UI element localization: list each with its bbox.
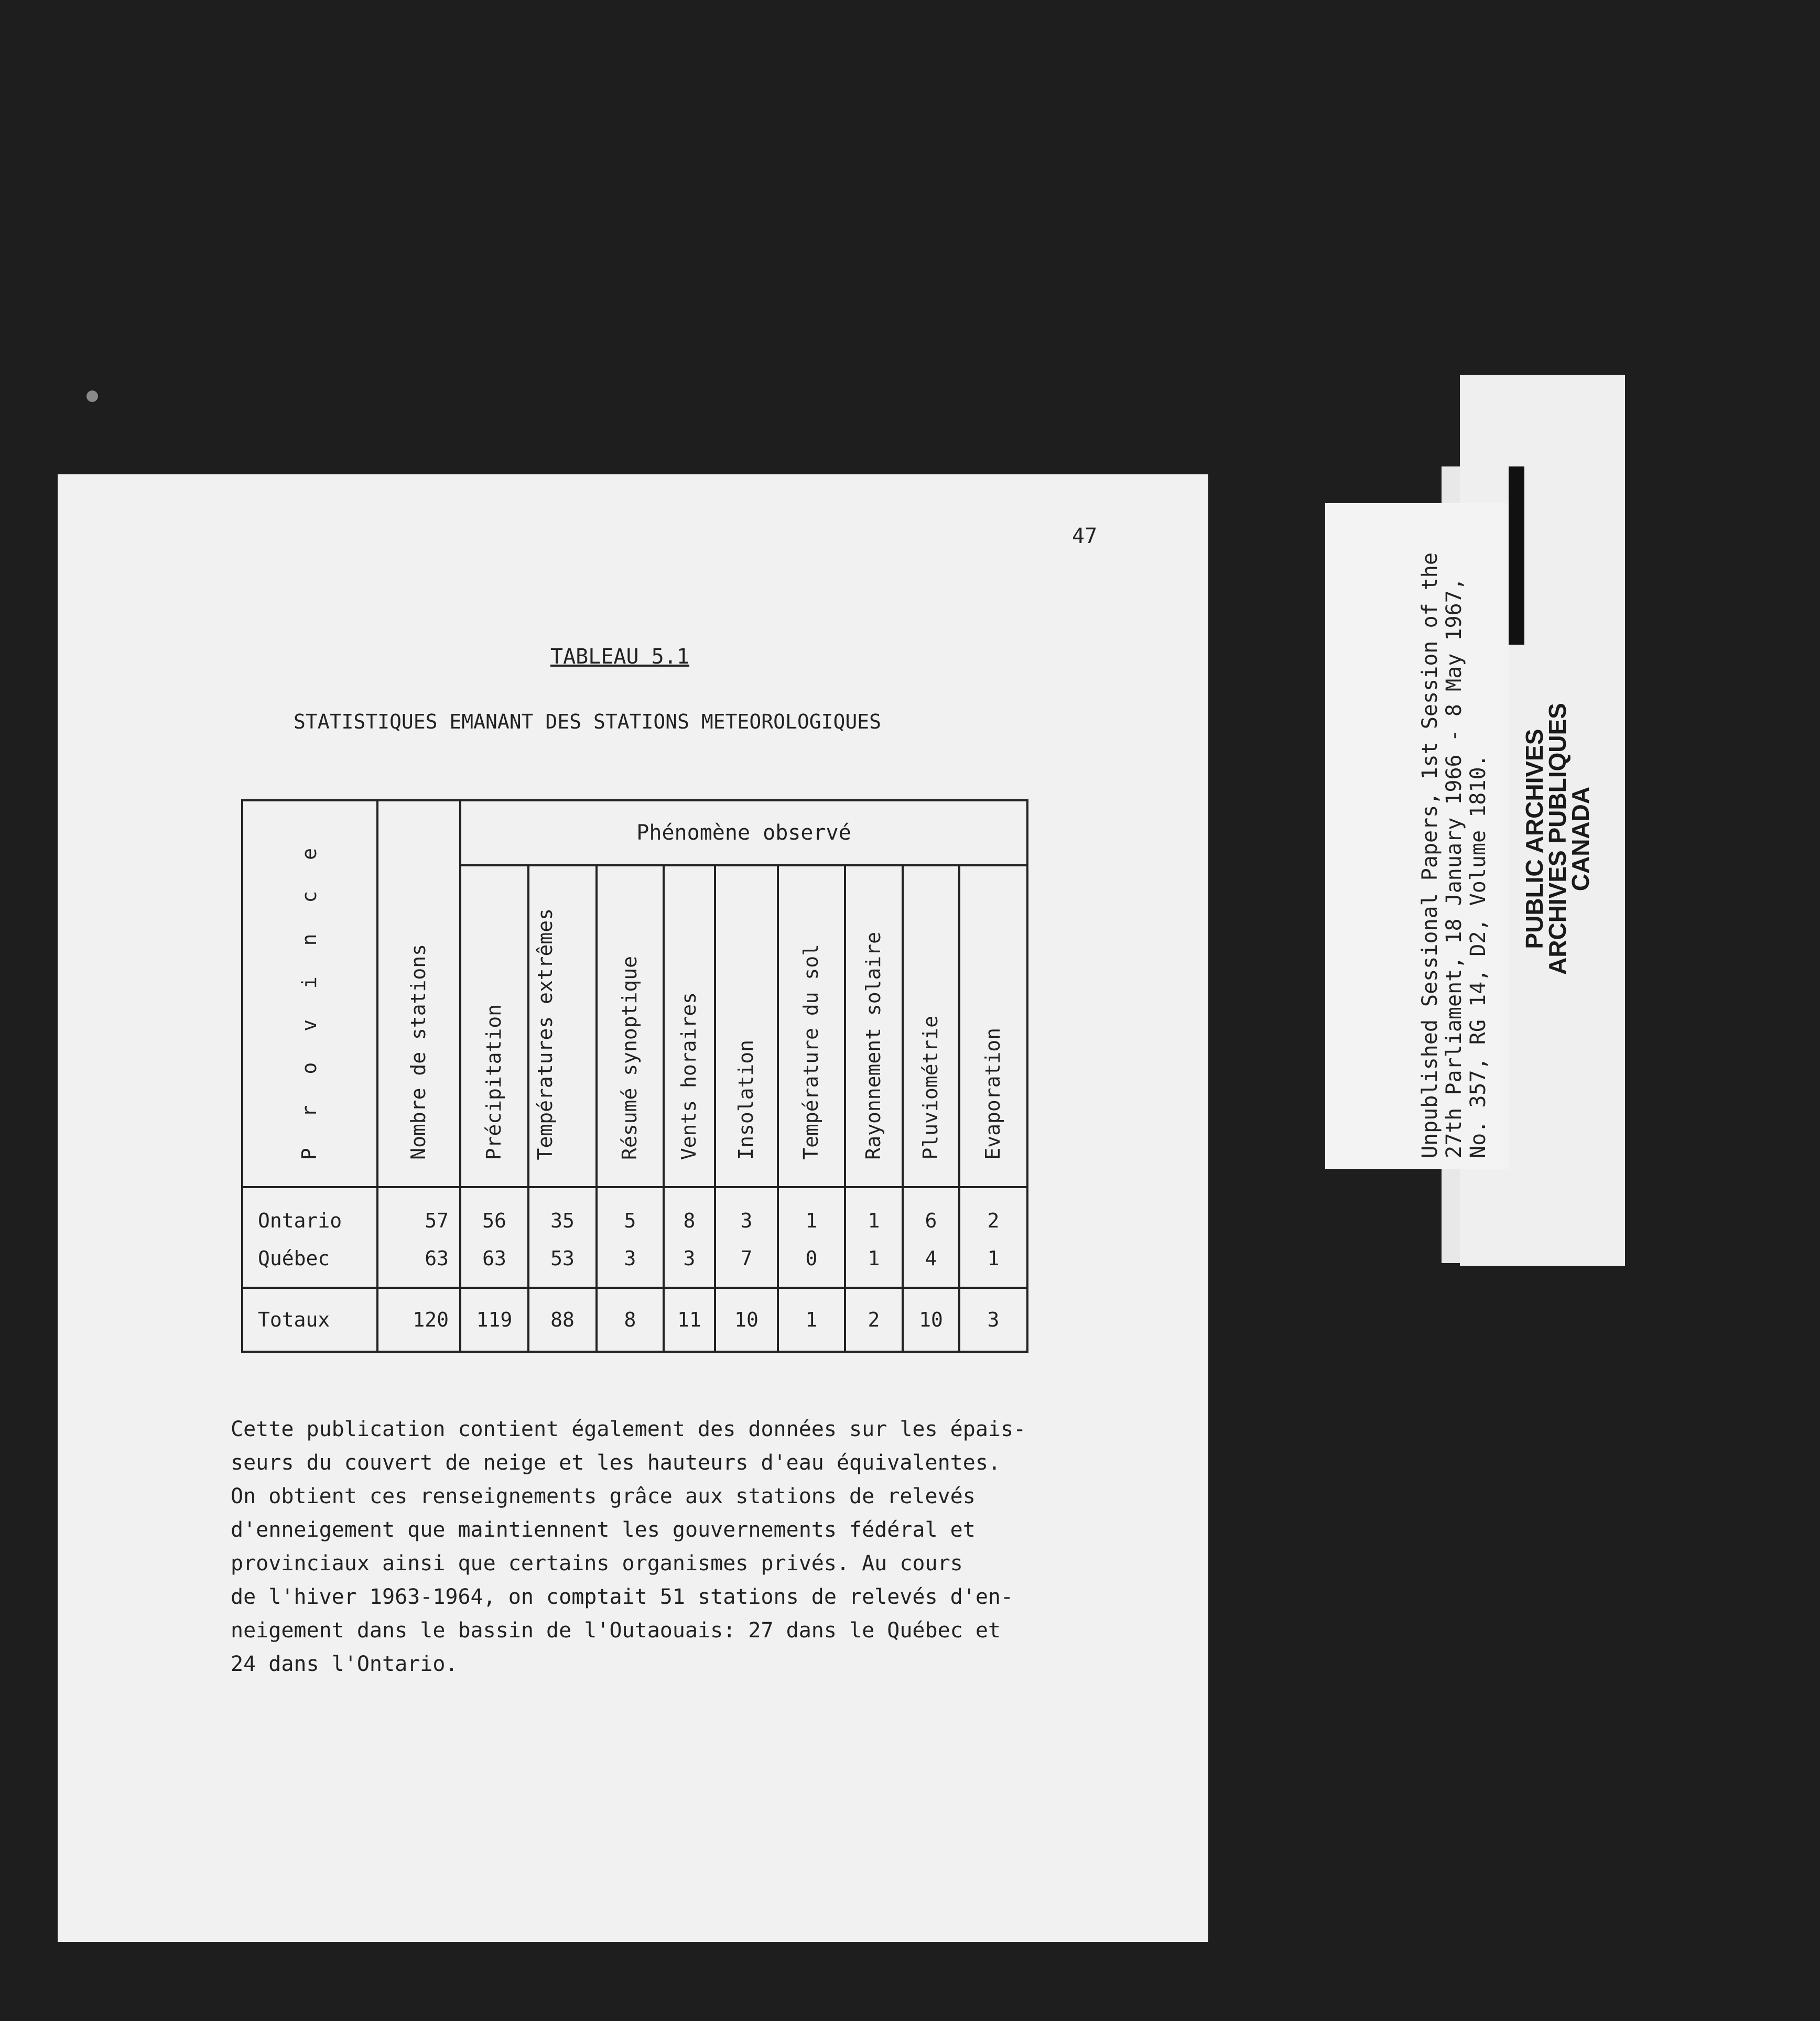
total-value: 1 (778, 1288, 845, 1352)
header-province-label: P r o v i n c e (298, 838, 321, 1160)
body-paragraph (231, 1412, 1174, 1681)
stamp-line: CANADA (1567, 786, 1594, 892)
header-phenomenon-label: Evaporation (981, 1028, 1005, 1160)
header-phenomenon (597, 865, 664, 1187)
total-value: 88 (528, 1288, 597, 1352)
header-phenomenon-label: Résumé synoptique (618, 956, 642, 1160)
paragraph-line: provinciaux ainsi que certains organismes privés. Au cours (231, 1551, 963, 1575)
paragraph-line: de l'hiver 1963-1964, on comptait 51 stations de relevés d'en- (231, 1585, 1014, 1609)
paragraph-line: neigement dans le bassin de l'Outaouais: 27 dans le Québec et (231, 1618, 1001, 1643)
paragraph-line: 24 dans l'Ontario. (231, 1652, 458, 1676)
total-value: 2 (845, 1288, 903, 1352)
archive-reference-note (1418, 552, 1490, 1158)
total-value: 119 (460, 1288, 528, 1352)
cell-value: 6 (903, 1187, 959, 1240)
header-stations (377, 800, 460, 1187)
header-phenomenon (959, 865, 1027, 1187)
header-province (242, 800, 377, 1187)
stamp-line: ARCHIVES PUBLIQUES (1544, 703, 1571, 975)
header-phenomenon-label: Température du sol (799, 944, 823, 1160)
cell-value: 1 (959, 1240, 1027, 1288)
header-phenomenon-label: Rayonnement solaire (862, 932, 885, 1160)
header-phenomenon (528, 865, 597, 1187)
total-value: 8 (597, 1288, 664, 1352)
table-row (242, 1240, 1027, 1288)
cell-value: 4 (903, 1240, 959, 1288)
cell-value: 1 (845, 1187, 903, 1240)
paragraph-line: d'enneigement que maintiennent les gouvernements fédéral et (231, 1518, 976, 1542)
cell-value: 0 (778, 1240, 845, 1288)
cell-value: 3 (597, 1240, 664, 1288)
cell-value: 35 (528, 1187, 597, 1240)
header-phenomenon-label: Vents horaires (677, 992, 701, 1160)
paragraph-line: seurs du couvert de neige et les hauteurs d'eau équivalentes. (231, 1451, 1001, 1475)
cell-value: 3 (715, 1187, 778, 1240)
header-phenomena-group: Phénomène observé (460, 800, 1027, 865)
total-row (242, 1288, 1027, 1352)
cell-value: 1 (778, 1187, 845, 1240)
table-subtitle: STATISTIQUES EMANANT DES STATIONS METEOROLOGIQUES (294, 710, 882, 733)
cell-value: 53 (528, 1240, 597, 1288)
total-label: Totaux (242, 1288, 377, 1352)
cell-value: 56 (460, 1187, 528, 1240)
header-phenomenon-label: Températures extrêmes (534, 908, 557, 1160)
cell-value: 63 (460, 1240, 528, 1288)
header-phenomenon-label: Insolation (734, 1040, 758, 1160)
stations-table (241, 799, 1028, 1353)
total-value: 10 (715, 1288, 778, 1352)
row-stations: 57 (377, 1187, 460, 1240)
header-phenomenon (715, 865, 778, 1187)
table-title: TABLEAU 5.1 (550, 645, 689, 669)
row-province: Québec (242, 1240, 377, 1288)
cell-value: 8 (664, 1187, 715, 1240)
document-page (58, 474, 1208, 1942)
archives-stamp (1523, 703, 1592, 975)
header-stations-label: Nombre de stations (407, 944, 430, 1160)
stamp-line: PUBLIC ARCHIVES (1521, 729, 1548, 949)
page-number: 47 (1072, 524, 1098, 548)
total-value: 11 (664, 1288, 715, 1352)
row-province: Ontario (242, 1187, 377, 1240)
total-stations: 120 (377, 1288, 460, 1352)
table-row (242, 1187, 1027, 1240)
header-phenomenon-label: Précipitation (482, 1004, 506, 1160)
row-stations: 63 (377, 1240, 460, 1288)
header-phenomenon (845, 865, 903, 1187)
film-speck (86, 390, 98, 402)
archive-note-line: 27th Parliament, 18 January 1966 - 8 May 1967, (1442, 578, 1466, 1158)
header-phenomenon (460, 865, 528, 1187)
header-phenomenon (664, 865, 715, 1187)
paragraph-line: On obtient ces renseignements grâce aux stations de relevés (231, 1484, 976, 1508)
cell-value: 7 (715, 1240, 778, 1288)
cell-value: 2 (959, 1187, 1027, 1240)
cell-value: 1 (845, 1240, 903, 1288)
header-phenomenon-label: Pluviométrie (919, 1016, 942, 1160)
archive-note-line: No. 357, RG 14, D2, Volume 1810. (1466, 754, 1490, 1158)
total-value: 10 (903, 1288, 959, 1352)
archive-note-line: Unpublished Sessional Papers, 1st Session of the (1418, 552, 1442, 1158)
header-phenomenon (778, 865, 845, 1187)
cell-value: 3 (664, 1240, 715, 1288)
cell-value: 5 (597, 1187, 664, 1240)
paragraph-line: Cette publication contient également des données sur les épais- (231, 1417, 1026, 1441)
total-value: 3 (959, 1288, 1027, 1352)
header-phenomenon (903, 865, 959, 1187)
card-shadow (1509, 466, 1524, 645)
